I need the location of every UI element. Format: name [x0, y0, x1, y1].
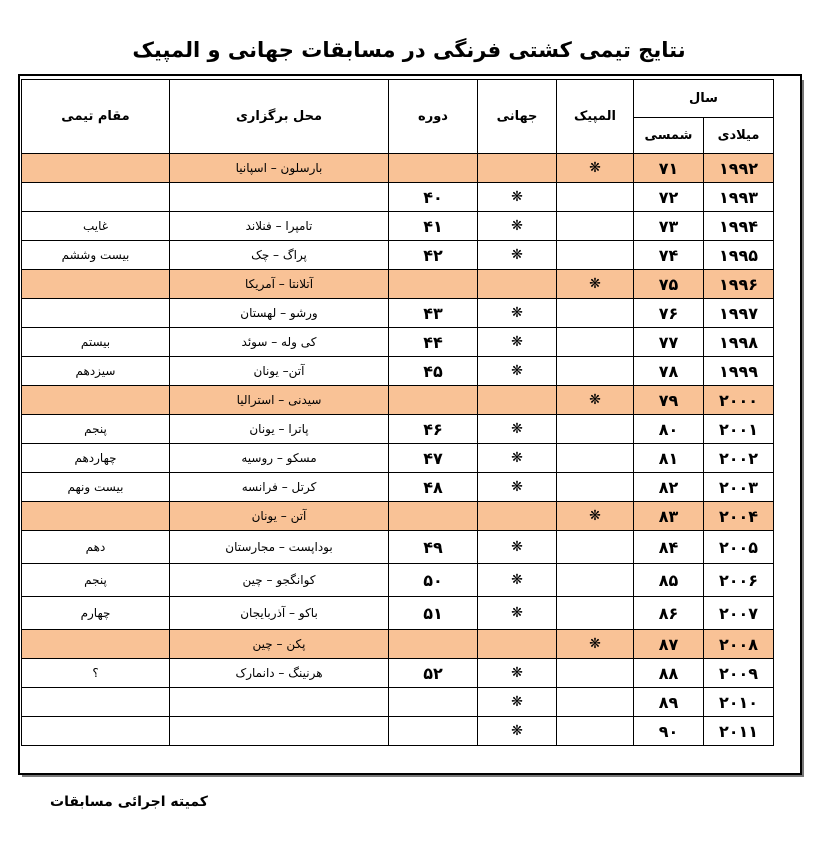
gregorian-year: ۲۰۱۰ [704, 688, 774, 717]
page-title: نتایج تیمی کشتی فرنگی در مسابقات جهانی و المپیک [132, 38, 686, 62]
table-row [22, 415, 774, 444]
shamsi-year: ۷۷ [634, 328, 704, 357]
olympic-marker [557, 444, 634, 473]
venue-cell: پاترا – یونان [170, 415, 389, 444]
venue-cell [170, 183, 389, 212]
shamsi-year: ۸۹ [634, 688, 704, 717]
rank-cell: چهارم [22, 597, 170, 630]
table-row-olympic [22, 630, 774, 659]
olympic-marker [557, 183, 634, 212]
shamsi-year: ۸۳ [634, 502, 704, 531]
shamsi-year: ۷۸ [634, 357, 704, 386]
table-row [22, 299, 774, 328]
world-marker [478, 154, 557, 183]
olympic-marker: ❋ [557, 270, 634, 299]
gregorian-year: ۲۰۰۱ [704, 415, 774, 444]
world-marker [478, 270, 557, 299]
olympic-marker [557, 531, 634, 564]
shamsi-year: ۷۹ [634, 386, 704, 415]
table-row [22, 328, 774, 357]
shamsi-year: ۸۷ [634, 630, 704, 659]
olympic-marker [557, 564, 634, 597]
world-marker: ❋ [478, 212, 557, 241]
olympic-marker [557, 659, 634, 688]
venue-cell: آتلانتا – آمریکا [170, 270, 389, 299]
edition-cell: ۵۰ [389, 564, 478, 597]
table-row [22, 564, 774, 597]
venue-cell: پکن – چین [170, 630, 389, 659]
shamsi-year: ۹۰ [634, 717, 704, 746]
shamsi-year: ۷۱ [634, 154, 704, 183]
world-marker: ❋ [478, 357, 557, 386]
table-row-olympic [22, 502, 774, 531]
edition-cell: ۵۲ [389, 659, 478, 688]
rank-cell: غایب [22, 212, 170, 241]
table-row [22, 357, 774, 386]
venue-cell: بوداپست – مجارستان [170, 531, 389, 564]
rank-cell: بیستم [22, 328, 170, 357]
olympic-marker [557, 415, 634, 444]
world-marker: ❋ [478, 328, 557, 357]
rank-cell: بیست ونهم [22, 473, 170, 502]
edition-cell: ۴۲ [389, 241, 478, 270]
world-marker: ❋ [478, 688, 557, 717]
table-row [22, 659, 774, 688]
rank-cell: پنجم [22, 415, 170, 444]
rank-cell: ؟ [22, 659, 170, 688]
olympic-marker [557, 717, 634, 746]
gregorian-year: ۱۹۹۶ [704, 270, 774, 299]
venue-cell: تامپرا – فنلاند [170, 212, 389, 241]
rank-cell [22, 183, 170, 212]
header-rank: مقام تیمی [22, 80, 170, 154]
table-row [22, 597, 774, 630]
gregorian-year: ۱۹۹۹ [704, 357, 774, 386]
shamsi-year: ۷۲ [634, 183, 704, 212]
world-marker: ❋ [478, 597, 557, 630]
gregorian-year: ۲۰۰۴ [704, 502, 774, 531]
world-marker: ❋ [478, 444, 557, 473]
gregorian-year: ۲۰۰۰ [704, 386, 774, 415]
rank-cell: بیست وششم [22, 241, 170, 270]
edition-cell: ۴۰ [389, 183, 478, 212]
venue-cell: کرتل – فرانسه [170, 473, 389, 502]
rank-cell [22, 299, 170, 328]
edition-cell: ۴۴ [389, 328, 478, 357]
world-marker: ❋ [478, 183, 557, 212]
world-marker: ❋ [478, 415, 557, 444]
rank-cell: چهاردهم [22, 444, 170, 473]
table-row [22, 473, 774, 502]
olympic-marker [557, 597, 634, 630]
shamsi-year: ۷۶ [634, 299, 704, 328]
gregorian-year: ۲۰۰۳ [704, 473, 774, 502]
gregorian-year: ۱۹۹۵ [704, 241, 774, 270]
shamsi-year: ۸۵ [634, 564, 704, 597]
shamsi-year: ۸۱ [634, 444, 704, 473]
rank-cell [22, 270, 170, 299]
rank-cell: دهم [22, 531, 170, 564]
venue-cell: هرنینگ – دانمارک [170, 659, 389, 688]
edition-cell [389, 688, 478, 717]
world-marker: ❋ [478, 241, 557, 270]
table-row [22, 531, 774, 564]
header-olympic: المپیک [557, 80, 634, 154]
header-world: جهانی [478, 80, 557, 154]
rank-cell: سیزدهم [22, 357, 170, 386]
venue-cell: کوانگجو – چین [170, 564, 389, 597]
olympic-marker [557, 688, 634, 717]
venue-cell [170, 688, 389, 717]
world-marker: ❋ [478, 531, 557, 564]
world-marker: ❋ [478, 659, 557, 688]
venue-cell: مسکو – روسیه [170, 444, 389, 473]
edition-cell: ۴۸ [389, 473, 478, 502]
edition-cell [389, 717, 478, 746]
world-marker: ❋ [478, 299, 557, 328]
table-row [22, 444, 774, 473]
olympic-marker: ❋ [557, 386, 634, 415]
world-marker: ❋ [478, 564, 557, 597]
gregorian-year: ۱۹۹۷ [704, 299, 774, 328]
table-row [22, 241, 774, 270]
rank-cell [22, 630, 170, 659]
gregorian-year: ۲۰۰۸ [704, 630, 774, 659]
venue-cell: آتن– یونان [170, 357, 389, 386]
edition-cell [389, 502, 478, 531]
olympic-marker [557, 328, 634, 357]
header-edition: دوره [389, 80, 478, 154]
results-table [21, 79, 774, 746]
venue-cell: ورشو – لهستان [170, 299, 389, 328]
olympic-marker [557, 241, 634, 270]
header-year: سال [634, 80, 774, 118]
edition-cell [389, 630, 478, 659]
edition-cell [389, 386, 478, 415]
shamsi-year: ۸۸ [634, 659, 704, 688]
world-marker: ❋ [478, 717, 557, 746]
rank-cell [22, 154, 170, 183]
table-row [22, 688, 774, 717]
table-row [22, 212, 774, 241]
gregorian-year: ۱۹۹۴ [704, 212, 774, 241]
edition-cell: ۴۱ [389, 212, 478, 241]
edition-cell [389, 154, 478, 183]
venue-cell: بارسلون – اسپانیا [170, 154, 389, 183]
olympic-marker [557, 473, 634, 502]
header-venue: محل برگزاری [170, 80, 389, 154]
edition-cell: ۴۹ [389, 531, 478, 564]
edition-cell: ۴۳ [389, 299, 478, 328]
shamsi-year: ۸۴ [634, 531, 704, 564]
table-row-olympic [22, 386, 774, 415]
venue-cell: کی وله – سوئد [170, 328, 389, 357]
venue-cell: باکو – آذربایجان [170, 597, 389, 630]
gregorian-year: ۲۰۰۵ [704, 531, 774, 564]
world-marker [478, 386, 557, 415]
table-row [22, 717, 774, 746]
venue-cell: پراگ – چک [170, 241, 389, 270]
rank-cell [22, 502, 170, 531]
world-marker: ❋ [478, 473, 557, 502]
gregorian-year: ۲۰۰۹ [704, 659, 774, 688]
header-gregorian: میلادی [704, 118, 774, 154]
table-row [22, 183, 774, 212]
world-marker [478, 502, 557, 531]
olympic-marker: ❋ [557, 630, 634, 659]
footer-credit: کمیته اجرائی مسابقات [50, 794, 208, 810]
edition-cell: ۴۵ [389, 357, 478, 386]
olympic-marker [557, 299, 634, 328]
edition-cell: ۴۷ [389, 444, 478, 473]
olympic-marker [557, 212, 634, 241]
header-shamsi: شمسی [634, 118, 704, 154]
shamsi-year: ۸۶ [634, 597, 704, 630]
table-row-olympic [22, 154, 774, 183]
olympic-marker: ❋ [557, 154, 634, 183]
venue-cell [170, 717, 389, 746]
shamsi-year: ۸۲ [634, 473, 704, 502]
rank-cell: پنجم [22, 564, 170, 597]
gregorian-year: ۱۹۹۸ [704, 328, 774, 357]
venue-cell: آتن – یونان [170, 502, 389, 531]
shamsi-year: ۷۵ [634, 270, 704, 299]
shamsi-year: ۷۴ [634, 241, 704, 270]
olympic-marker [557, 357, 634, 386]
table-row-olympic [22, 270, 774, 299]
rank-cell [22, 688, 170, 717]
olympic-marker: ❋ [557, 502, 634, 531]
shamsi-year: ۷۳ [634, 212, 704, 241]
gregorian-year: ۱۹۹۳ [704, 183, 774, 212]
venue-cell: سیدنی – استرالیا [170, 386, 389, 415]
gregorian-year: ۱۹۹۲ [704, 154, 774, 183]
edition-cell: ۴۶ [389, 415, 478, 444]
edition-cell: ۵۱ [389, 597, 478, 630]
edition-cell [389, 270, 478, 299]
gregorian-year: ۲۰۱۱ [704, 717, 774, 746]
rank-cell [22, 717, 170, 746]
gregorian-year: ۲۰۰۶ [704, 564, 774, 597]
world-marker [478, 630, 557, 659]
gregorian-year: ۲۰۰۲ [704, 444, 774, 473]
shamsi-year: ۸۰ [634, 415, 704, 444]
rank-cell [22, 386, 170, 415]
gregorian-year: ۲۰۰۷ [704, 597, 774, 630]
